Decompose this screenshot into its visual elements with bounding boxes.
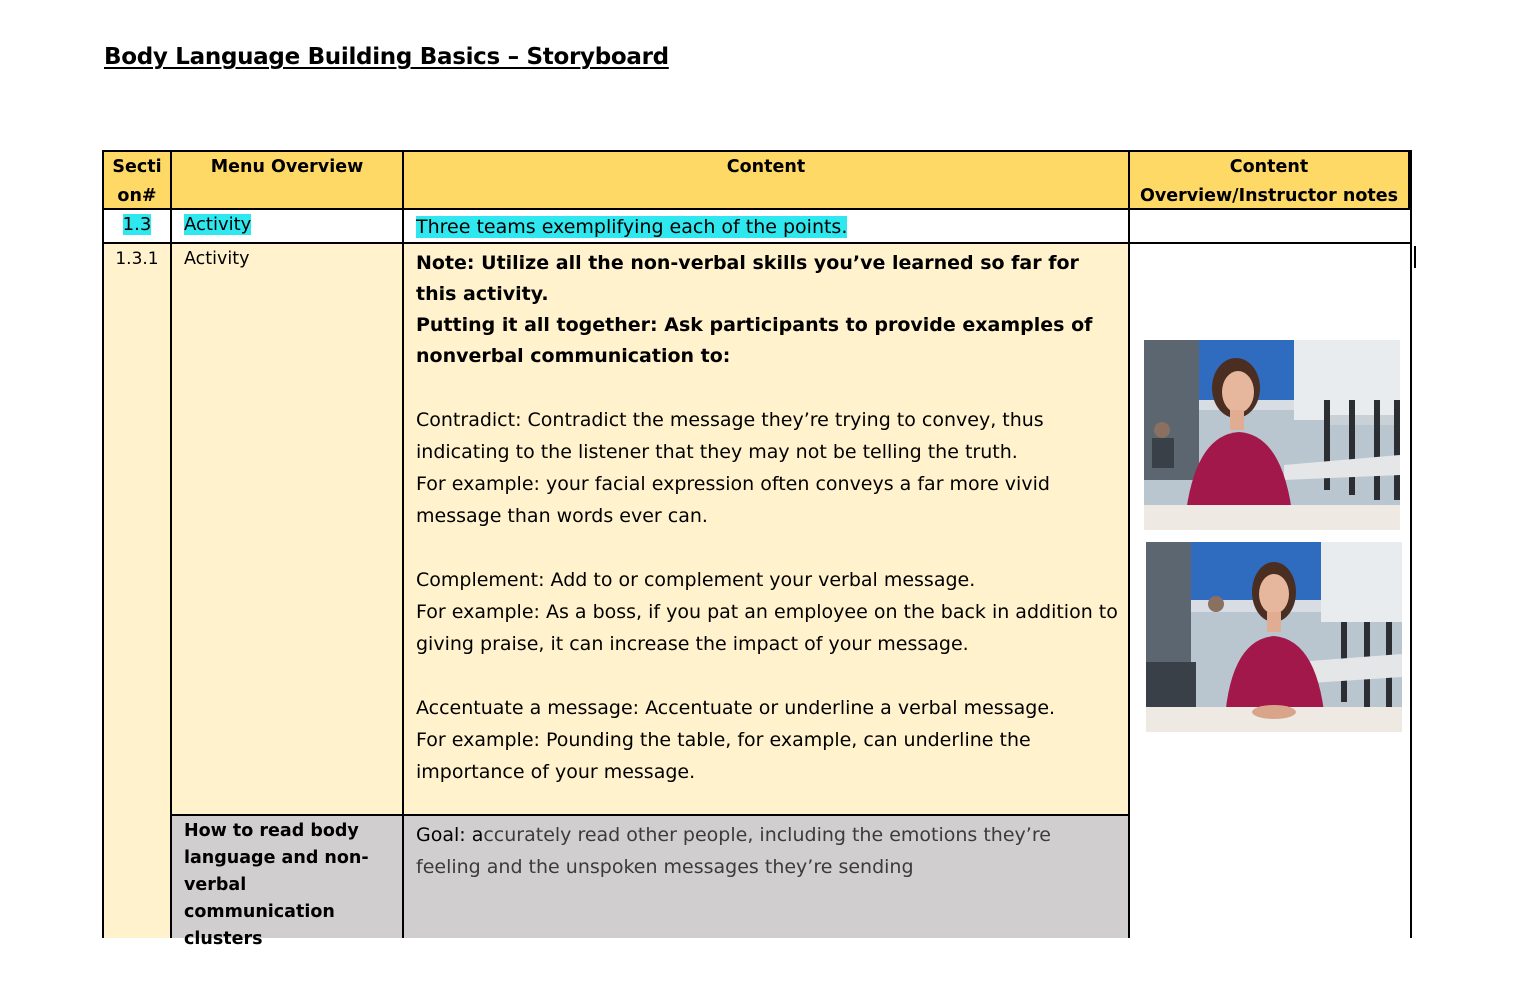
row-1-3-notes [1130,210,1410,244]
header-section: Secti on# [104,152,172,210]
putting-together-text: Putting it all together: Ask participants to provide examples of nonverbal communication to: [416,314,1093,367]
complement-text: Complement: Add to or complement your verbal message. [416,569,976,591]
row-1-3-1-section: 1.3.1 [104,244,172,938]
document-title: Body Language Building Basics – Storyboard [104,44,669,70]
activity-note: Note: Utilize all the non-verbal skills you’ve learned so far for this activity. [416,252,1079,305]
storyboard-table [102,150,1412,949]
woman-facing-camera-at-desk-photo[interactable] [1146,542,1402,732]
header-menu-overview: Menu Overview [172,152,404,210]
complement-example: For example: As a boss, if you pat an employee on the back in addition to giving praise, it can increase the impact of your message. [416,601,1118,655]
read-body-language-menu: How to read body language and non-verbal communication clusters [172,814,404,938]
header-content: Content [404,152,1130,210]
menu-label: Activity [184,214,252,235]
content-text: Three teams exemplifying each of the points. [416,216,848,238]
accentuate-text: Accentuate a message: Accentuate or underline a verbal message. [416,697,1056,719]
text-cursor [1414,246,1416,268]
woman-smiling-at-desk-photo[interactable] [1144,340,1400,530]
row-1-3-1-menu: Activity [172,244,404,814]
row-1-3-1-content [404,244,1130,814]
contradict-example: For example: your facial expression often conveys a far more vivid message than words ever can. [416,473,1050,527]
accentuate-example: For example: Pounding the table, for example, can underline the importance of your message. [416,729,1031,783]
goal-content [404,814,1130,938]
section-number: 1.3 [122,214,152,235]
row-1-3-menu [172,210,404,244]
goal-lead: Goal: a [416,824,484,846]
instructor-notes-cell [1130,244,1410,938]
row-1-3-content [404,210,1130,244]
header-instructor-notes: Content Overview/Instructor notes [1130,152,1410,210]
goal-rest: ccurately read other people, including the emotions they’re feeling and the unspoken messages they’re sending [416,824,1051,878]
row-1-3-section [104,210,172,244]
contradict-text: Contradict: Contradict the message they’re trying to convey, thus indicating to the listener that they may not be telling the truth. [416,409,1044,463]
